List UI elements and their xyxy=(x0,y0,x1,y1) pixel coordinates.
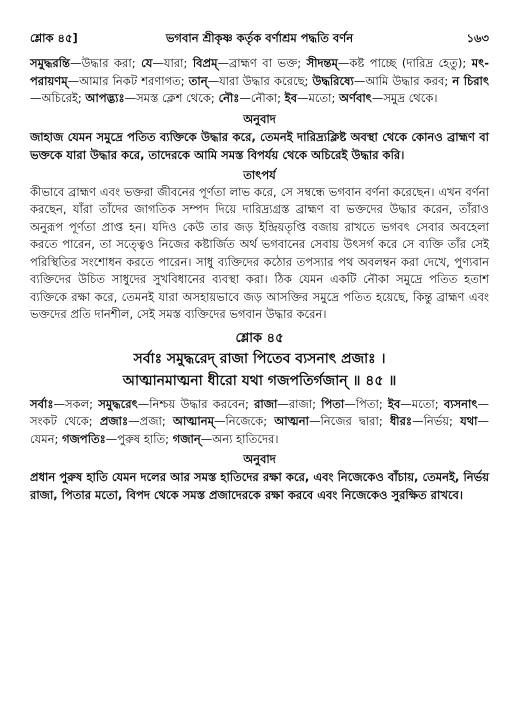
gloss-meaning: —রাজা; xyxy=(277,396,322,411)
gloss-word: নৌঃ xyxy=(218,91,240,105)
gloss-word: আত্মনা xyxy=(274,414,309,428)
gloss-meaning: —যারা উদ্ধার করেছে; xyxy=(207,73,313,88)
gloss-word: উদ্ধরিষ্যে xyxy=(312,73,354,88)
gloss-word: রাজা xyxy=(254,396,278,411)
verse-line-2: আত্মানমাত্মনা ধীরো যথা গজপতির্গজান্ ॥ ৪৫ ॥ xyxy=(122,372,397,389)
gloss-word: ইব xyxy=(387,396,401,411)
gloss-meaning: —নিজের দ্বারা; xyxy=(308,414,390,428)
gloss-word: ধীরঃ xyxy=(389,414,413,428)
verse-line-1: সর্বাঃ সমুদ্ধরেদ্ রাজা পিতেব ব্যসনাৎ প্রজাঃ । xyxy=(133,350,386,367)
gloss-meaning: —নিজেকে; xyxy=(213,414,275,428)
gloss-word: অর্ণবাৎ xyxy=(339,91,372,105)
gloss-word: যে xyxy=(141,56,153,70)
gloss-meaning: —প্রজা; xyxy=(128,414,173,428)
gloss-meaning: —নিশ্চয় উদ্ধার করবেন; xyxy=(137,396,255,411)
gloss-word: আপদ্ভ্যঃ xyxy=(85,91,125,105)
gloss-meaning: —সমস্ত ক্লেশ থেকে; xyxy=(124,91,219,105)
header-verse-ref: শ্লোক ৪৫] xyxy=(30,31,78,45)
translation-text-2: প্রধান পুরুষ হাতি যেমন দলের আর সমস্ত হাতিদের রক্ষা করে, এবং নিজেকেও বাঁচায়, তেমনই, নির্ভয় রাজা, পিতার মতো, বিপদ থেকে সমস্ত প্রজাদেরকে রক্ষা করবে এবং নিজেকেও সুরক্ষিত রাখবে। xyxy=(30,470,489,502)
gloss-word: মৎ-পরায়ণম্ xyxy=(30,56,490,88)
gloss-word: ইব xyxy=(284,91,298,105)
gloss-word: সর্বাঃ xyxy=(30,396,54,411)
translation-text-1: জাহাজ যেমন সমুদ্রে পতিত ব্যক্তিকে উদ্ধার করে, তেমনই দারিদ্র্যক্লিষ্ট অবস্থা থেকে কোনও ব্রাহ্মণ বা ভক্তকে যারা উদ্ধার করে, তাদেরকে আমি সমস্ত বিপর্যয় থেকে অচিরেই উদ্ধার করি। xyxy=(30,129,489,162)
gloss-meaning: —যারা; xyxy=(152,56,193,70)
purport-text: কীভাবে ব্রাহ্মণ এবং ভক্তরা জীবনের পূর্ণতা লাভ করে, সে সম্বন্ধে ভগবান বর্ণনা করেছেন। এখন বর্ণনা করছেন, যাঁরা তাঁদের জাগতিক সম্পদ দিয়ে দারিদ্র্যগ্রস্ত ব্রাহ্মণ বা ভক্তদের উদ্ধার করেন, তাঁরাও অনুরূপ পূর্ণতা প্রাপ্ত হন। যদিও কেউ তার জড় ইন্দ্রিয়তৃপ্তি বজায় রাখতে ভগবৎ সেবার অবহেলা করতে পারেন, তা সত্ত্বেও নিজের কষ্টার্জিত অর্থ ভগবানের সেবায় উৎসর্গ করে সে ব্যক্তি তাঁর সেই পরিস্থিতির সংশোধন করতে পারেন। সাধু ব্যক্তিদের কঠোর তপস্যার পথ অবলম্বন করা দেখে, পুণ্যবান ব্যক্তিদের উচিত সাধুদের সুখবিধানের ব্যবস্থা করা। ঠিক যেমন একটি নৌকা সমুদ্রে পতিত হতাশ ব্যক্তিকে রক্ষা করে, তেমনই যারা অসহায়ভাবে জড় আসক্তির সমুদ্রে পতিত হয়েছে, কিন্তু ব্রাহ্মণ এবং ভক্তদের প্রতি দানশীল, সেই সমস্ত ব্যক্তিদের ভগবান উদ্ধার করেন। xyxy=(30,184,489,321)
gloss-word: সমুদ্ধরন্তি xyxy=(30,56,70,70)
purport-heading: তাৎপর্য xyxy=(243,167,276,182)
gloss-word: পিতা xyxy=(321,396,345,411)
gloss-meaning: —সকল; xyxy=(53,396,99,411)
word-gloss-1 xyxy=(30,55,489,108)
gloss-word: সমুদ্ধরেৎ xyxy=(98,396,138,411)
verse-heading: শ্লোক ৪৫ xyxy=(235,330,284,346)
translation-heading-2: অনুবাদ xyxy=(243,452,276,466)
gloss-meaning: —আমি উদ্ধার করব; xyxy=(353,73,453,88)
header-chapter-title: ভগবান শ্রীকৃষ্ণ কর্তৃক বর্ণাশ্রম পদ্ধতি বর্ণন xyxy=(165,31,354,45)
gloss-meaning: —নির্ভয়; xyxy=(412,414,461,428)
gloss-meaning: —যেমন; xyxy=(30,414,490,446)
gloss-word: সীদন্তম্ xyxy=(306,56,338,70)
gloss-word: বিপ্রম্ xyxy=(192,56,218,70)
sanskrit-verse xyxy=(30,348,489,392)
page-number: ১৬৩ xyxy=(466,31,489,45)
gloss-meaning: —সমুদ্র থেকে। xyxy=(371,91,438,105)
gloss-meaning: —সংকট থেকে; xyxy=(30,396,489,428)
gloss-word: গজপতিঃ xyxy=(62,431,106,446)
gloss-meaning: —মতো; xyxy=(400,396,444,411)
gloss-word: যথা xyxy=(460,414,478,428)
gloss-word: ন চিরাৎ xyxy=(452,73,489,88)
gloss-meaning: —আমার নিকট শরণাগত; xyxy=(67,73,189,88)
gloss-meaning: —পিতা; xyxy=(344,396,388,411)
page-header xyxy=(30,30,489,49)
gloss-meaning: —কষ্ট পাচ্ছে (দারিদ্র হেতু); xyxy=(337,56,472,70)
gloss-meaning: —অন্য হাতিদের। xyxy=(200,431,279,446)
gloss-word: প্রজাঃ xyxy=(99,414,129,428)
gloss-meaning: —মতো; xyxy=(297,91,340,105)
gloss-meaning: —ব্রাহ্মণ বা ভক্ত; xyxy=(217,56,307,70)
gloss-meaning: —উদ্ধার করা; xyxy=(69,56,142,70)
gloss-meaning: —নৌকা; xyxy=(239,91,285,105)
gloss-word: তান্ xyxy=(188,73,208,88)
gloss-word: গজান্ xyxy=(172,431,201,446)
gloss-word: আত্মানম্ xyxy=(172,414,214,428)
word-gloss-2 xyxy=(30,396,489,449)
translation-heading-1: অনুবাদ xyxy=(243,111,276,126)
gloss-meaning: —পুরুষ হাতি; xyxy=(105,431,173,446)
gloss-word: ব্যসনাৎ xyxy=(443,396,478,411)
gloss-meaning: —অচিরেই; xyxy=(30,91,86,105)
